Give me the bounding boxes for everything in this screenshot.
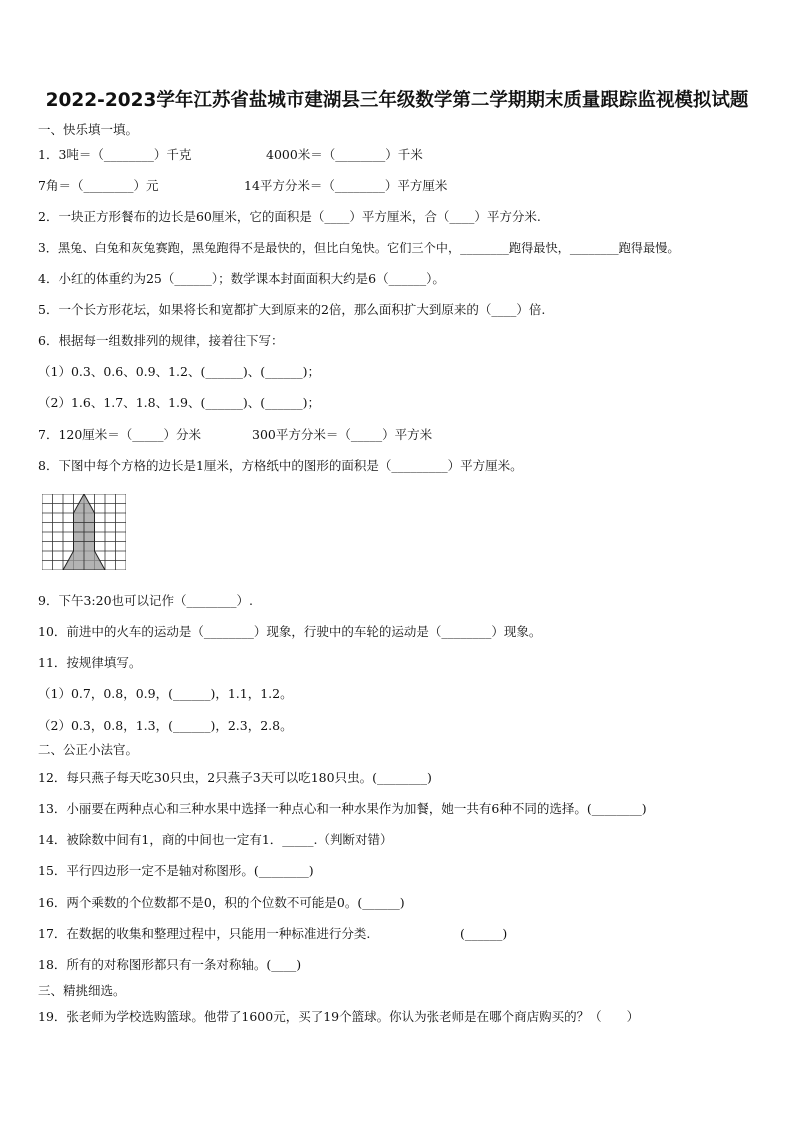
section-heading-2: 二、公正小法官。: [38, 742, 139, 757]
question-11a: （1）0.7，0.8，0.9，(______)，1.1，1.2。: [38, 686, 293, 701]
page-title: 2022-2023学年江苏省盐城市建湖县三年级数学第二学期期末质量跟踪监视模拟试题: [45, 90, 749, 111]
grid-figure: [42, 494, 126, 574]
question-2: 2．一块正方形餐布的边长是60厘米，它的面积是（____）平方厘米，合（____）平方分米.: [38, 209, 541, 224]
question-1c: 7角＝（________）元: [38, 178, 159, 193]
section-heading-1: 一、快乐填一填。: [38, 122, 139, 137]
question-12: 12．每只燕子每天吃30只虫，2只燕子3天可以吃180只虫。(________): [38, 770, 432, 785]
question-7b: 300平方分米＝（_____）平方米: [252, 427, 433, 442]
question-10: 10．前进中的火车的运动是（________）现象，行驶中的车轮的运动是（________）现象。: [38, 624, 542, 639]
question-1a: 1．3吨＝（________）千克: [38, 147, 192, 162]
question-16: 16．两个乘数的个位数都不是0，积的个位数不可能是0。(______): [38, 895, 405, 910]
section-heading-3: 三、精挑细选。: [38, 983, 126, 998]
question-7a: 7．120厘米＝（_____）分米: [38, 427, 202, 442]
question-1d: 14平方分米＝（________）平方厘米: [244, 178, 448, 193]
question-3: 3．黑兔、白兔和灰兔赛跑，黑兔跑得不是最快的，但比白兔快。它们三个中，________跑得最快，________跑得最慢。: [38, 241, 680, 255]
question-6b: （2）1.6、1.7、1.8、1.9、(______)、(______)；: [38, 395, 320, 410]
question-9: 9．下午3:20也可以记作（________）.: [38, 593, 253, 608]
question-8: 8．下图中每个方格的边长是1厘米，方格纸中的图形的面积是（_________）平方厘米。: [38, 458, 523, 473]
question-17: 17．在数据的收集和整理过程中，只能用一种标准进行分类.: [38, 926, 371, 941]
question-17-answer: (______): [460, 926, 508, 941]
question-11b: （2）0.3，0.8，1.3，(______)，2.3，2.8。: [38, 718, 293, 733]
question-5: 5．一个长方形花坛，如果将长和宽都扩大到原来的2倍，那么面积扩大到原来的（____）倍.: [38, 302, 546, 317]
question-4: 4．小红的体重约为25（______）；数学课本封面面积大约是6（______）。: [38, 271, 445, 286]
question-18: 18．所有的对称图形都只有一条对称轴。(____): [38, 957, 302, 972]
question-15: 15．平行四边形一定不是轴对称图形。(________): [38, 863, 314, 878]
question-19: 19．张老师为学校选购篮球。他带了1600元，买了19个篮球。你认为张老师是在哪个商店购买的？（ ）: [38, 1009, 640, 1024]
question-6: 6．根据每一组数排列的规律，接着往下写：: [38, 333, 284, 348]
question-14: 14．被除数中间有1，商的中间也一定有1．_____.（判断对错）: [38, 832, 393, 847]
question-13: 13．小丽要在两种点心和三种水果中选择一种点心和一种水果作为加餐，她一共有6种不同的选择。(________): [38, 801, 647, 816]
question-11: 11．按规律填写。: [38, 655, 142, 670]
question-6a: （1）0.3、0.6、0.9、1.2、(______)、(______)；: [38, 364, 320, 379]
question-1b: 4000米＝（________）千米: [266, 147, 423, 162]
